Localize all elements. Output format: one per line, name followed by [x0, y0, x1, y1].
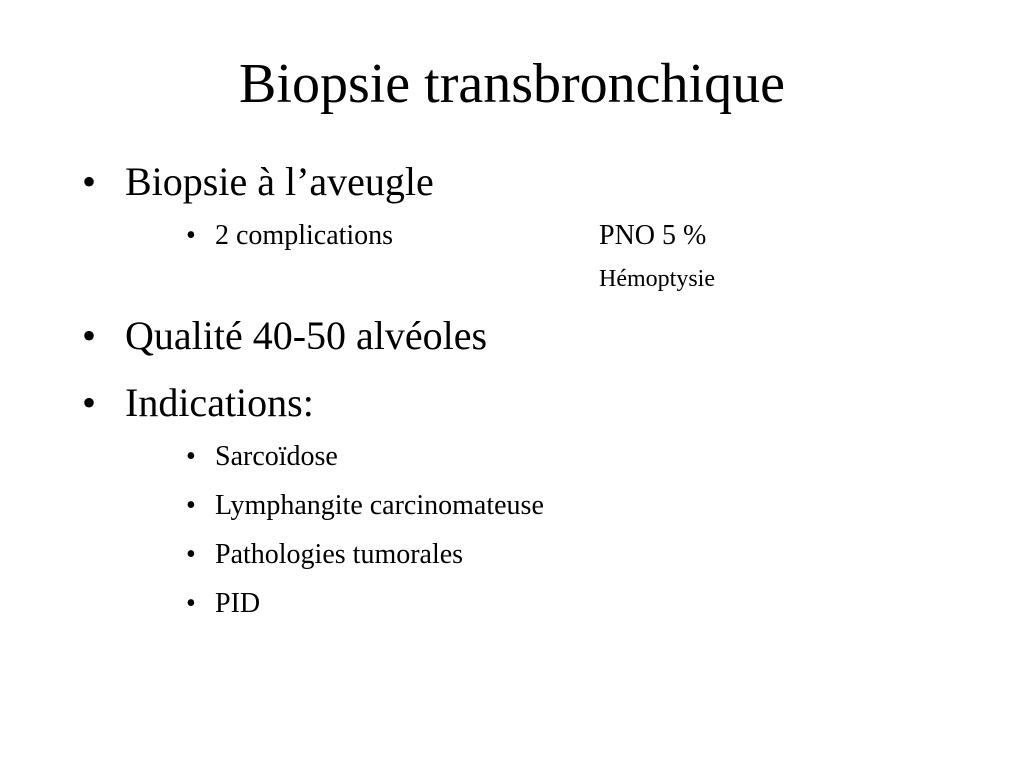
- sub-bullet-text: Pathologies tumorales: [215, 539, 464, 570]
- bullet-text: Qualité 40-50 alvéoles: [125, 313, 488, 358]
- bullet-icon: •: [82, 159, 97, 204]
- sub-bullet-text: Sarcoïdose: [215, 441, 338, 472]
- bullet-text: Indications:: [125, 380, 314, 425]
- sub-bullet-text: PID: [215, 588, 261, 619]
- sub-bullet-text: 2 complications: [215, 220, 394, 251]
- bullet-icon: •: [186, 490, 196, 521]
- complication-hemoptysie: Hémoptysie: [599, 266, 715, 292]
- bullet-text: Biopsie à l’aveugle: [125, 159, 434, 204]
- slide-title: Biopsie transbronchique: [239, 53, 785, 115]
- bullet-icon: •: [186, 220, 196, 251]
- bullet-icon: •: [82, 380, 97, 425]
- sub-bullet-text: Lymphangite carcinomateuse: [215, 490, 544, 521]
- bullet-icon: •: [82, 313, 97, 358]
- bullet-icon: •: [186, 539, 196, 570]
- bullet-icon: •: [186, 441, 196, 472]
- bullet-icon: •: [186, 588, 196, 619]
- complication-pno: PNO 5 %: [599, 220, 707, 251]
